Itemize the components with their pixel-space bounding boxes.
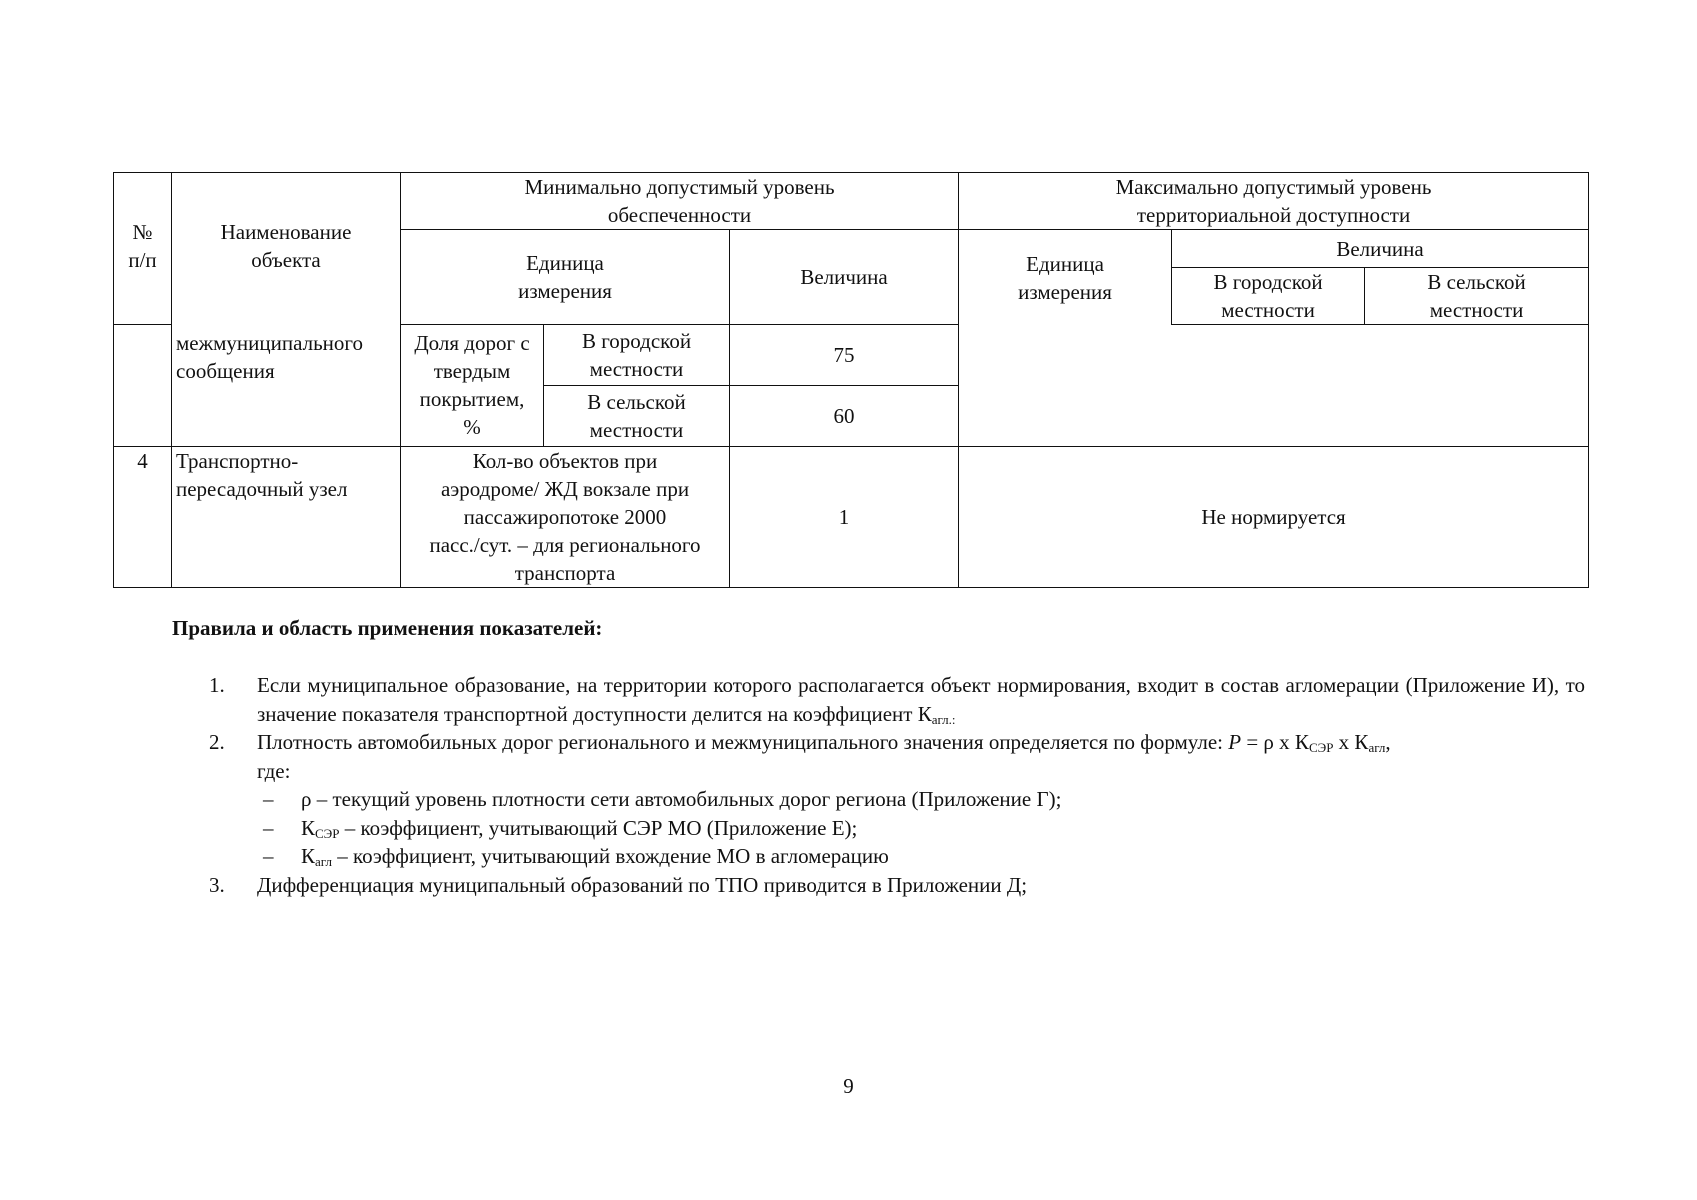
row4-value: 1 xyxy=(730,447,959,588)
header-max-group: Максимально допустимый уровень территориальной доступности xyxy=(959,173,1589,230)
row4-unit: Кол-во объектов при аэродроме/ ЖД вокзале при пассажиропотоке 2000 пасс./сут. – для регионального транспорта xyxy=(401,447,730,588)
rule-subscript: агл.: xyxy=(931,711,956,727)
formula-text: , xyxy=(1385,730,1391,754)
page-number: 9 xyxy=(843,1074,854,1098)
rule-number: 1. xyxy=(209,673,225,697)
rule-subitem xyxy=(209,814,1585,843)
rule-item-2 xyxy=(209,728,1585,785)
header-unit-max: Единица измерения xyxy=(959,230,1172,325)
dash-bullet: – xyxy=(263,844,274,868)
rule-text: Если муниципальное образование, на территории которого располагается объект нормирования, входит в состав агломерации (Приложение И), то значение показателя транспортной доступности делится на коэффициент К xyxy=(257,673,1585,726)
row4-accessibility: Не нормируется xyxy=(959,447,1589,588)
subitem-text: – коэффициент, учитывающий СЭР МО (Приложение Е); xyxy=(339,815,858,840)
formula-subscript: агл xyxy=(1368,740,1386,755)
rule-item-1 xyxy=(209,671,1585,728)
header-value-min: Величина xyxy=(730,230,959,325)
header-min-group: Минимально допустимый уровень обеспеченности xyxy=(401,173,959,230)
rules-title: Правила и область применения показателей: xyxy=(172,616,603,640)
rule-item-3 xyxy=(209,871,1585,900)
row4-num: 4 xyxy=(114,447,172,588)
dash-bullet: – xyxy=(263,815,274,840)
row4-name: Транспортно- пересадочный узел xyxy=(172,447,401,588)
cont-num-cell xyxy=(114,325,172,447)
subitem-subscript: агл xyxy=(315,854,332,869)
header-rural: В сельской местности xyxy=(1365,268,1589,325)
cont-accessibility-cell xyxy=(959,325,1589,447)
header-urban: В городской местности xyxy=(1172,268,1365,325)
formula-text: х К xyxy=(1333,730,1369,754)
header-num: № п/п xyxy=(114,173,172,325)
indicator-table xyxy=(113,172,1589,588)
cont-unit-cell: Доля дорог с твердым покрытием, % xyxy=(401,325,544,447)
rule-text: Дифференциация муниципальный образований по ТПО приводится в Приложении Д; xyxy=(257,872,1028,897)
subitem-text: – коэффициент, учитывающий вхождение МО в агломерацию xyxy=(331,844,889,868)
subitem-subscript: СЭР xyxy=(315,825,340,841)
header-unit-min: Единица измерения xyxy=(401,230,730,325)
cont-rural-value: 60 xyxy=(730,386,959,447)
rule-text: Плотность автомобильных дорог регионального и межмуниципального значения определяется по формуле: xyxy=(257,730,1229,754)
header-name: Наименование объекта xyxy=(172,173,401,325)
subitem-text: ρ – текущий уровень плотности сети автомобильных дорог региона (Приложение Г); xyxy=(301,787,1062,811)
cont-urban-label: В городской местности xyxy=(544,325,730,386)
formula-subscript: СЭР xyxy=(1308,740,1334,755)
formula-variable: P xyxy=(1228,730,1242,754)
cont-rural-label: В сельской местности xyxy=(544,386,730,447)
rule-subitem xyxy=(209,785,1585,814)
rule-subitem xyxy=(209,842,1585,871)
header-value-max: Величина xyxy=(1172,230,1589,268)
rule-number: 3. xyxy=(209,872,225,897)
rules-list xyxy=(209,671,1585,899)
cont-urban-value: 75 xyxy=(730,325,959,386)
rule-where: где: xyxy=(257,758,291,783)
subitem-prefix: К xyxy=(301,815,316,840)
subitem-prefix: К xyxy=(301,844,316,868)
formula-text: = ρ х К xyxy=(1241,730,1309,754)
cont-name-cell: межмуниципального сообщения xyxy=(172,325,401,447)
rule-number: 2. xyxy=(209,730,225,754)
dash-bullet: – xyxy=(263,787,274,811)
